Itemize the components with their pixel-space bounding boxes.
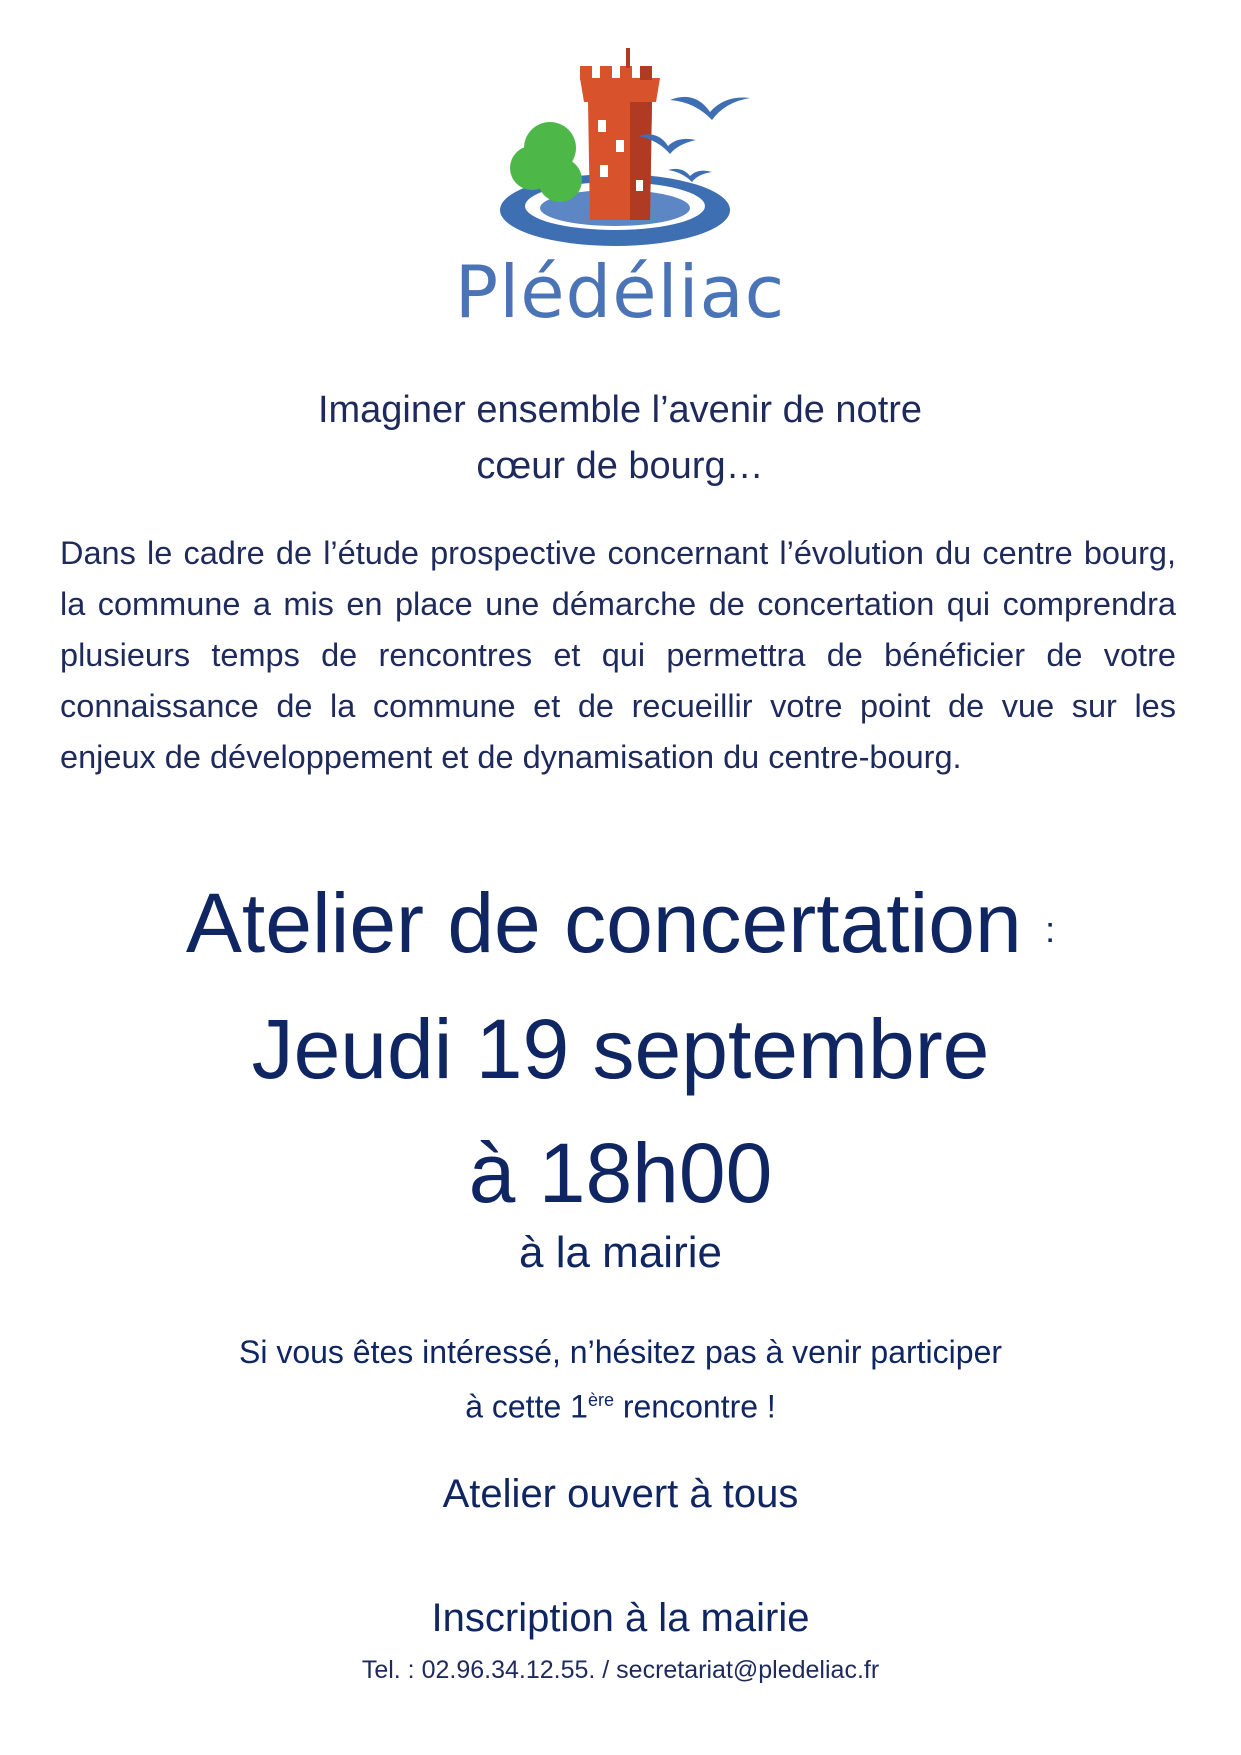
event-title-text: Atelier de concertation [185, 876, 1022, 970]
event-title [0, 868, 1241, 985]
invite-line-2-end: rencontre ! [613, 1388, 776, 1425]
invite-line-2-start: à cette 1 [465, 1388, 588, 1425]
invite-line-1: Si vous êtes intéressé, n’hésitez pas à venir participer [238, 1334, 1003, 1370]
event-location: à la mairie [519, 1228, 722, 1277]
event-time: à 18h00 [468, 1126, 773, 1220]
tower-logo-icon [420, 40, 820, 260]
intro-paragraph: Dans le cadre de l’étude prospective concernant l’évolution du centre bourg, la commune a mis en place une démarche de concertation qui comprendra plusieurs temps de rencontres et qui permettra de bénéficier de votre connaissance de la commune et de recueillir votre point de vue sur les enjeux de développement et de dynamisation du centre-bourg. [60, 535, 1176, 775]
event-title-colon: : [1045, 908, 1056, 950]
subtitle-line-2: cœur de bourg… [476, 445, 764, 487]
event-date: Jeudi 19 septembre [251, 1002, 990, 1096]
open-to-all-note: Atelier ouvert à tous [442, 1472, 799, 1516]
contact-info: Tel. : 02.96.34.12.55. / secretariat@pledeliac.fr [361, 1656, 880, 1684]
pledeliac-logo [420, 40, 820, 334]
invite-line-2 [0, 1376, 1241, 1431]
logo-wordmark: Plédéliac [454, 250, 786, 334]
invite-superscript: ère [587, 1390, 614, 1410]
registration-heading: Inscription à la mairie [431, 1596, 810, 1640]
subtitle-line-1: Imaginer ensemble l’avenir de notre [317, 389, 923, 431]
